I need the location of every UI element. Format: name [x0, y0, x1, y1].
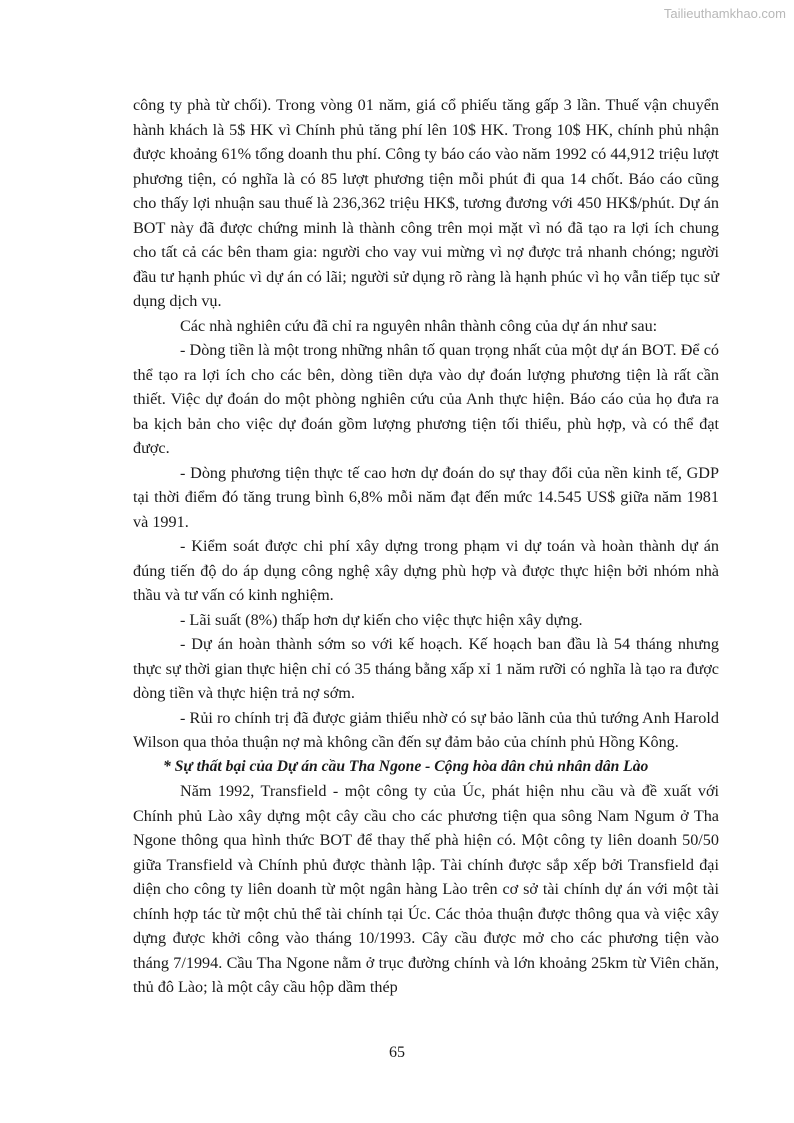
paragraph-schedule: - Dự án hoàn thành sớm so với kế hoạch. Kế hoạch ban đầu là 54 tháng nhưng thực sự thời gian thực hiện chỉ có 35 tháng bằng xấp xỉ 1 năm rưỡi có nghĩa là tạo ra được dòng tiền và thực hiện trả nợ sớm. [133, 635, 719, 702]
paragraph-causes-intro: Các nhà nghiên cứu đã chỉ ra nguyên nhân thành công của dự án như sau: [180, 316, 658, 335]
paragraph-intro: công ty phà từ chối). Trong vòng 01 năm, giá cổ phiếu tăng gấp 3 lần. Thuế vận chuyển hành khách là 5$ HK vì Chính phủ tăng phí lên 10$ HK. Trong 10$ HK, chính phủ nhận được khoảng 61% tổng doanh thu phí. Công ty báo cáo vào năm 1992 có 44,912 triệu lượt phương tiện, có nghĩa là có 85 lượt phương tiện mỗi phút đi qua 14 chốt. Báo cáo cũng cho thấy lợi nhuận sau thuế là 236,362 triệu HK$, tương đương với 450 HK$/phút. Dự án BOT này đã được chứng minh là thành công trên mọi mặt vì nó đã tạo ra lợi ích chung cho tất cả các bên tham gia: người cho vay vui mừng vì nợ được trả nhanh chóng; người đầu tư hạnh phúc vì dự án có lãi; người sử dụng rõ ràng là hạnh phúc vì họ vẫn tiếp tục sử dụng dịch vụ. [133, 96, 719, 310]
paragraph-cashflow: - Dòng tiền là một trong những nhân tố quan trọng nhất của một dự án BOT. Để có thể tạo ra lợi ích cho các bên, dòng tiền dựa vào dự đoán lượng phương tiện là rất cần thiết. Việc dự đoán do một phòng nghiên cứu của Anh thực hiện. Báo cáo của họ đưa ra ba kịch bản cho việc dự đoán gồm lượng phương tiện tối thiểu, phù hợp, và có thể đạt được. [133, 341, 719, 457]
section-heading: * Sự thất bại của Dự án cầu Tha Ngone - Cộng hòa dân chủ nhân dân Lào [163, 757, 649, 775]
document-body [133, 93, 719, 1000]
paragraph-traffic: - Dòng phương tiện thực tế cao hơn dự đoán do sự thay đổi của nền kinh tế, GDP tại thời điểm đó tăng trung bình 6,8% mỗi năm đạt đến mức 14.545 US$ giữa năm 1981 và 1991. [133, 463, 719, 531]
watermark: Tailieuthamkhao.com [663, 6, 786, 21]
paragraph-interest: - Lãi suất (8%) thấp hơn dự kiến cho việc thực hiện xây dựng. [180, 610, 583, 629]
paragraph-tha-ngone: Năm 1992, Transfield - một công ty của Úc, phát hiện nhu cầu và đề xuất với Chính phủ Lào xây dựng một cây cầu cho các phương tiện qua sông Nam Ngum ở Tha Ngone thông qua hình thức BOT để thay thế phà hiện có. Một công ty liên doanh 50/50 giữa Transfield và Chính phủ được thành lập. Tài chính được sắp xếp bởi Transfield đại diện cho công ty liên doanh từ một ngân hàng Lào trên cơ sở tài chính dự án với một tài chính hợp tác từ một chủ thể tài chính tại Úc. Các thỏa thuận được thông qua và việc xây dựng được khởi công vào tháng 10/1993. Cây cầu được mở cho các phương tiện vào tháng 7/1994. Cầu Tha Ngone nằm ở trục đường chính và lớn khoảng 25km từ Viên chăn, thủ đô Lào; là một cây cầu hộp dầm thép [133, 782, 719, 996]
paragraph-cost-control: - Kiểm soát được chi phí xây dựng trong phạm vi dự toán và hoàn thành dự án đúng tiến độ do áp dụng công nghệ xây dựng phù hợp và được thực hiện bởi nhóm nhà thầu và tư vấn có kinh nghiệm. [133, 537, 719, 604]
page-number: 65 [389, 1044, 405, 1061]
paragraph-political-risk: - Rủi ro chính trị đã được giảm thiểu nhờ có sự bảo lãnh của thủ tướng Anh Harold Wilson qua thỏa thuận nợ mà không cần đến sự đảm bảo của chính phủ Hồng Kông. [133, 708, 719, 751]
